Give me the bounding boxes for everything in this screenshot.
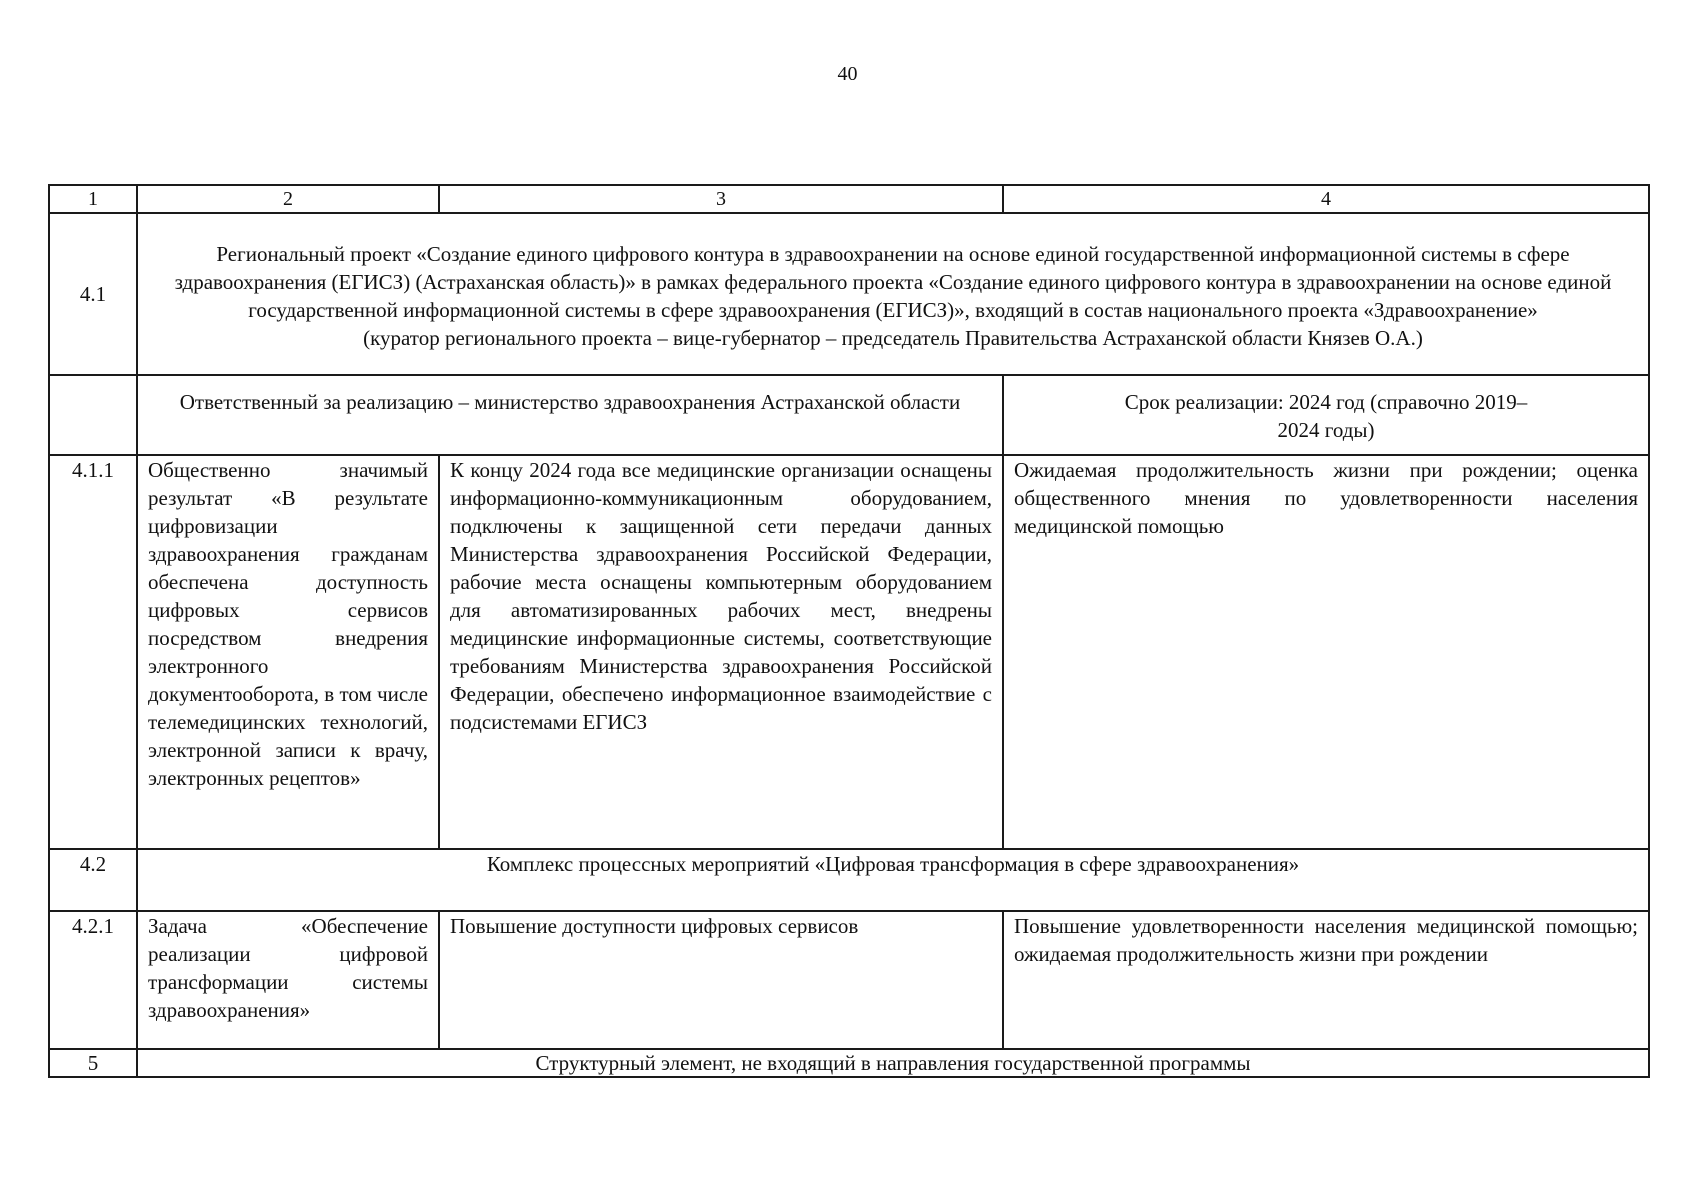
section-row-4-2 [49,849,1649,911]
column-number-row [49,185,1649,213]
implementation-term: Срок реализации: 2024 год (справочно 2019–2024 годы) [1003,375,1649,455]
task-name: Задача «Обеспечение реализации цифровой трансформации системы здравоохранения» [137,911,439,1049]
responsible-row [49,375,1649,455]
section-row-4-1 [49,213,1649,375]
responsible-executor: Ответственный за реализацию – министерство здравоохранения Астраханской области [137,375,1003,455]
significant-result: Общественно значимый результат «В результате цифровизации здравоохранения гражданам обеспечена доступность цифровых сервисов посредством внедрения электронного документооборота, в том числе телемедицинских технологий, электронной записи к врачу, электронных рецептов» [137,455,439,849]
row-number: 4.2.1 [49,911,137,1049]
row-number: 4.1.1 [49,455,137,849]
table-row [49,455,1649,849]
related-indicators: Повышение удовлетворенности населения медицинской помощью; ожидаемая продолжительность жизни при рождении [1003,911,1649,1049]
section-title-cell [137,213,1649,375]
program-table [48,184,1650,1078]
structural-element-title: Структурный элемент, не входящий в направления государственной программы [137,1049,1649,1077]
page-number: 40 [837,63,858,85]
table-row [49,911,1649,1049]
row-number: 5 [49,1049,137,1077]
section-row-5 [49,1049,1649,1077]
column-number-4: 4 [1003,185,1649,213]
task-description: Повышение доступности цифровых сервисов [439,911,1003,1049]
project-curator: (куратор регионального проекта – вице-губернатор – председатель Правительства Астраханской области Князев О.А.) [363,326,1423,350]
column-number-3: 3 [439,185,1003,213]
row-number: 4.2 [49,849,137,911]
column-number-2: 2 [137,185,439,213]
process-complex-title: Комплекс процессных мероприятий «Цифровая трансформация в сфере здравоохранения» [137,849,1649,911]
regional-project-title: Региональный проект «Создание единого цифрового контура в здравоохранении на основе единой государственной информационной системы в сфере здравоохранения (ЕГИСЗ) (Астраханская область)» в рамках федерального проекта «Создание единого цифрового контура в здравоохранении на основе единой государственной информационной системы в сфере здравоохранения (ЕГИСЗ)», входящий в состав национального проекта «Здравоохранение» [174,242,1612,322]
result-description: К концу 2024 года все медицинские организации оснащены информационно-коммуникационным оборудованием, подключены к защищенной сети передачи данных Министерства здравоохранения Российской Федерации, рабочие места оснащены компьютерным оборудованием для автоматизированных рабочих мест, внедрены медицинские информационные системы, соответствующие требованиям Министерства здравоохранения Российской Федерации, обеспечено информационное взаимодействие с подсистемами ЕГИСЗ [439,455,1003,849]
row-number: 4.1 [49,213,137,375]
column-number-1: 1 [49,185,137,213]
related-indicators: Ожидаемая продолжительность жизни при рождении; оценка общественного мнения по удовлетворенности населения медицинской помощью [1003,455,1649,849]
empty-cell [49,375,137,455]
